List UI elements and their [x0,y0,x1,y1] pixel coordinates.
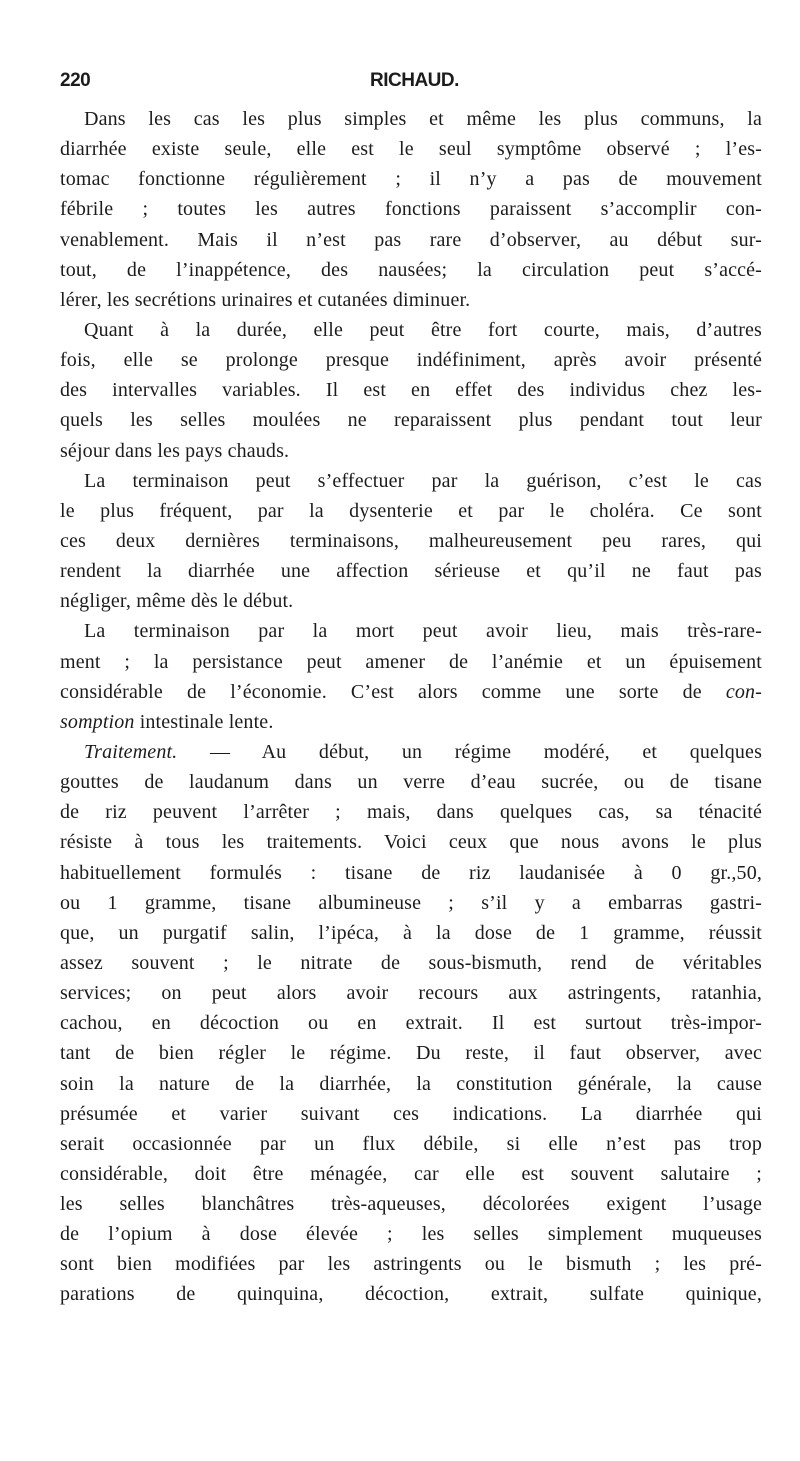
text-line: serait occasionnée par un flux débile, si elle n’est pas trop [60,1132,762,1155]
text-line: résiste à tous les traitements. Voici ceux que nous avons le plus [60,831,762,854]
text-line: soin la nature de la diarrhée, la constitution générale, la cause [60,1072,762,1095]
running-title: RICHAUD. [370,70,459,91]
text-line: tomac fonctionne régulièrement ; il n’y a pas de mouvement [60,168,762,191]
text-line: diarrhée existe seule, elle est le seul symptôme observé ; l’es- [60,138,762,161]
text-line [60,677,762,707]
text-line: ces deux dernières terminaisons, malheureusement peu rares, qui [60,529,762,552]
italic-term: somption [60,710,135,733]
text-line: les selles blanchâtres très-aqueuses, décolorées exigent l’usage [60,1193,762,1216]
line-text: intestinale lente. [139,710,274,733]
text-line: négliger, même dès le début. [60,590,294,613]
text-line: des intervalles variables. Il est en effet des individus chez les- [60,379,762,402]
text-line: tout, de l’inappétence, des nausées; la circulation peut s’accé- [60,258,762,281]
text-line: venablement. Mais il n’est pas rare d’observer, au début sur- [60,228,762,251]
text-line: quels les selles moulées ne reparaissent plus pendant tout leur [60,409,762,432]
text-line: services; on peut alors avoir recours aux astringents, ratanhia, [60,982,762,1005]
running-head [60,70,760,100]
text-line: gouttes de laudanum dans un verre d’eau sucrée, ou de tisane [60,771,762,794]
body-text [60,104,762,1310]
text-line: ou 1 gramme, tisane albumineuse ; s’il y a embarras gastri- [60,891,762,914]
text-line: séjour dans les pays chauds. [60,439,290,462]
text-line: Dans les cas les plus simples et même les plus communs, la [84,108,762,130]
text-line: de riz peuvent l’arrêter ; mais, dans quelques cas, sa ténacité [60,801,762,824]
text-line: Quant à la durée, elle peut être fort courte, mais, d’autres [84,318,762,341]
section-heading-traitement: Traitement. [84,740,178,763]
text-line [60,707,762,737]
text-line: présumée et varier suivant ces indications. La diarrhée qui [60,1102,762,1125]
text-line: fois, elle se prolonge presque indéfiniment, après avoir présenté [60,349,762,372]
text-line: ment ; la persistance peut amener de l’anémie et un épuisement [60,650,762,673]
line-text: — Au début, un régime modéré, et quelques [209,740,763,763]
page-number: 220 [60,70,91,91]
text-line: cachou, en décoction ou en extrait. Il est surtout très-impor- [60,1012,762,1035]
text-line: sont bien modifiées par les astringents ou le bismuth ; les pré- [60,1253,762,1276]
text-line: le plus fréquent, par la dysenterie et par le choléra. Ce sont [60,499,762,522]
text-line: parations de quinquina, décoction, extrait, sulfate quinique, [60,1283,762,1306]
italic-term: con- [725,680,762,703]
text-line: habituellement formulés : tisane de riz laudanisée à 0 gr.,50, [60,861,762,884]
text-line: tant de bien régler le régime. Du reste, il faut observer, avec [60,1042,762,1065]
text-line: lérer, les secrétions urinaires et cutanées diminuer. [60,288,471,311]
text-line: La terminaison peut s’effectuer par la guérison, c’est le cas [84,469,762,492]
text-line: considérable, doit être ménagée, car elle est souvent salutaire ; [60,1162,762,1185]
text-line: rendent la diarrhée une affection sérieuse et qu’il ne faut pas [60,560,762,583]
text-line: assez souvent ; le nitrate de sous-bismuth, rend de véritables [60,951,762,974]
line-text: considérable de l’économie. C’est alors comme une sorte de [60,680,702,703]
text-line [60,737,762,767]
text-line: La terminaison par la mort peut avoir lieu, mais très-rare- [84,620,762,643]
text-line: de l’opium à dose élevée ; les selles simplement muqueuses [60,1223,762,1246]
text-line: fébrile ; toutes les autres fonctions paraissent s’accomplir con- [60,198,762,221]
text-line: que, un purgatif salin, l’ipéca, à la dose de 1 gramme, réussit [60,921,762,944]
